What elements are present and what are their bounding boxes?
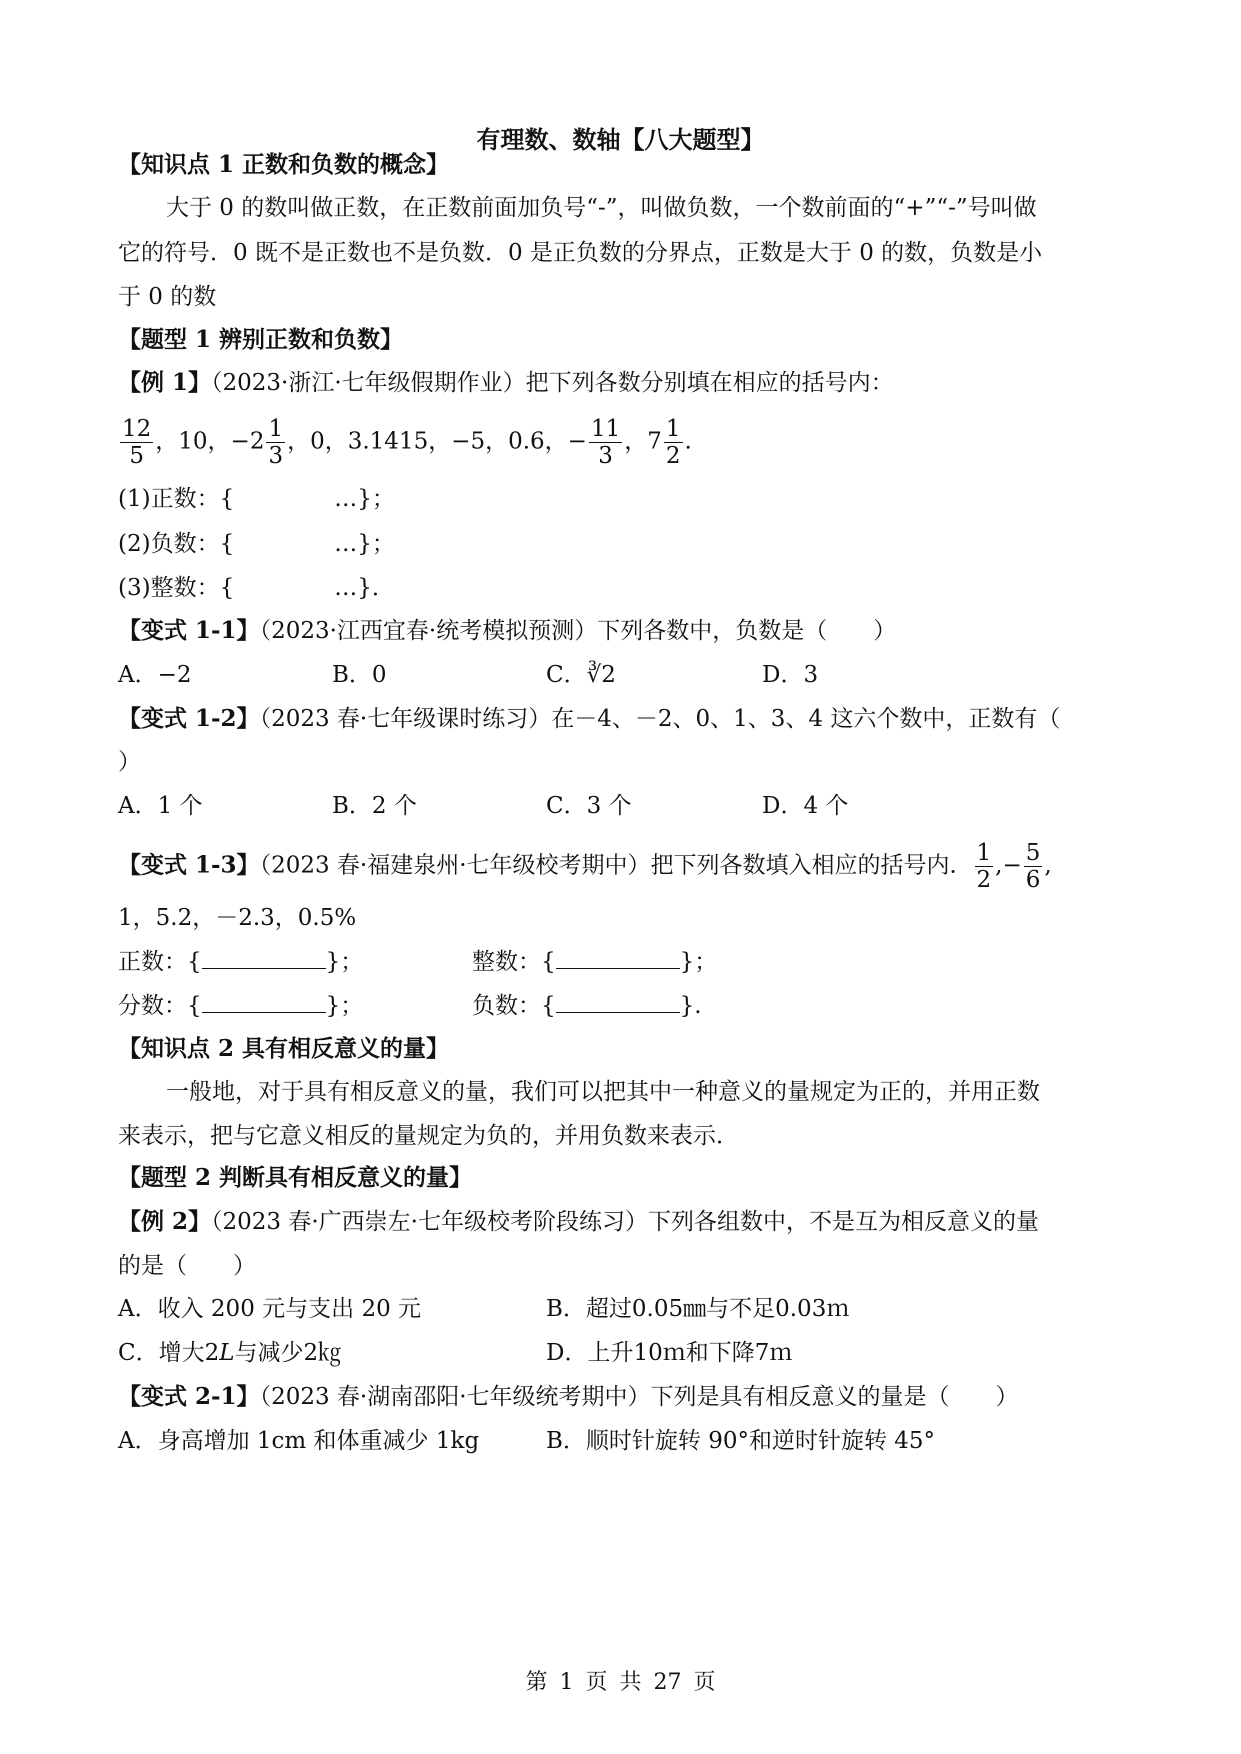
variant-1-2-option-a: A．1 个 <box>118 793 203 819</box>
variant-1-3-prompt <box>118 840 1052 893</box>
current-page-number: 1 <box>559 1670 574 1695</box>
variant-1-1-prompt <box>118 616 896 646</box>
variant-1-2-prompt <box>118 704 1060 734</box>
page-title: 有理数、数轴【八大题型】 <box>476 125 765 154</box>
total-pages: 27 <box>653 1670 682 1695</box>
number-list-segment: ，0，3.1415，−5，0.6，− <box>287 428 587 455</box>
knowledge-point-1-heading: 【知识点 1 正数和负数的概念】 <box>118 151 450 178</box>
variant-1-1-option-c: C．∛2 <box>546 662 616 688</box>
example-1-part-2 <box>118 529 395 559</box>
part-3-label: (3)整数：{ <box>118 575 235 601</box>
footer-text: 页 <box>585 1670 608 1695</box>
footer-text: 第 <box>525 1670 548 1695</box>
number-list-segment: . <box>684 428 692 455</box>
fraction-12-5: $\frac{12}{5}$ <box>122 416 152 469</box>
k1-paragraph-line-3: 于 0 的数 <box>118 284 217 310</box>
fractions-blank: 分数：{ }； <box>118 990 363 1021</box>
footer-text: 页 <box>693 1670 716 1695</box>
fraction-1-2: $\frac{1}{2}$ <box>665 416 681 469</box>
variant-1-3-text: （2023 春·福建泉州·七年级校考期中）把下列各数填入相应的括号内． <box>259 852 973 879</box>
fill-in-blank[interactable] <box>202 946 326 969</box>
example-2-prompt-continued: 的是（ ） <box>118 1253 256 1279</box>
part-2-label: (2)负数：{ <box>118 531 235 557</box>
fill-in-blank[interactable] <box>202 990 326 1013</box>
example-1-part-3 <box>118 573 395 603</box>
example-2-option-b: B．超过0.05㎜与不足0.03ｍ <box>546 1296 850 1322</box>
knowledge-point-2-heading: 【知识点 2 具有相反意义的量】 <box>118 1035 450 1062</box>
example-2-option-c: C．增大2𝐿与减少2㎏ <box>118 1340 342 1366</box>
k2-paragraph-line-2: 来表示，把与它意义相反的量规定为负的，并用负数来表示． <box>118 1123 739 1149</box>
part-2-end: …}； <box>334 531 395 557</box>
example-2-label: 【例 2】 <box>118 1208 212 1235</box>
fraction-5-6: $\frac{5}{6}$ <box>1025 840 1041 893</box>
variant-1-2-text: （2023 春·七年级课时练习）在－4、－2、0、1、3、4 这六个数中，正数有（ <box>259 706 1061 732</box>
variant-1-1-label: 【变式 1-1】 <box>118 617 260 644</box>
variant-1-3-label: 【变式 1-3】 <box>118 851 260 879</box>
variant-2-1-text: （2023 春·湖南邵阳·七年级统考期中）下列是具有相反意义的量是（ ） <box>259 1384 1019 1410</box>
example-1-part-1 <box>118 484 395 514</box>
example-1-label: 【例 1】 <box>118 369 212 396</box>
example-1-number-list <box>118 416 692 469</box>
k2-paragraph-line-1: 一般地，对于具有相反意义的量，我们可以把其中一种意义的量规定为正的，并用正数 <box>166 1079 1040 1105</box>
variant-1-1-text: （2023·江西宜春·统考模拟预测）下列各数中，负数是（ ） <box>259 618 897 644</box>
positive-numbers-blank: 正数：{ }； <box>118 946 363 977</box>
fill-in-blank[interactable] <box>556 946 680 969</box>
fraction-11-3: $\frac{11}{3}$ <box>590 416 621 469</box>
variant-1-2-prompt-continued: ） <box>118 749 141 775</box>
variant-2-1-option-a: A．身高增加 1cm 和体重减少 1kg <box>118 1428 480 1454</box>
negative-numbers-blank: 负数：{ }. <box>472 990 702 1021</box>
variant-2-1-label: 【变式 2-1】 <box>118 1383 260 1410</box>
page-footer <box>0 1665 1241 1696</box>
variant-1-1-option-b: B．0 <box>332 662 387 688</box>
part-3-end: …}． <box>334 575 395 601</box>
variant-1-2-label: 【变式 1-2】 <box>118 705 260 732</box>
part-1-end: …}； <box>334 486 395 512</box>
variant-2-1-option-b: B．顺时针旋转 90°和逆时针旋转 45° <box>546 1428 936 1454</box>
example-2-option-d: D．上升10ｍ和下降7ｍ <box>546 1340 793 1366</box>
variant-1-1-option-d: D．3 <box>762 662 819 688</box>
integers-blank: 整数：{ }； <box>472 946 717 977</box>
variant-2-1-prompt <box>118 1382 1019 1412</box>
variant-1-2-option-d: D．4 个 <box>762 793 849 819</box>
example-2-option-a: A．收入 200 元与支出 20 元 <box>118 1296 422 1322</box>
variant-1-2-option-b: B．2 个 <box>332 793 417 819</box>
fill-in-blank[interactable] <box>556 990 680 1013</box>
number-list-segment: ，7 <box>624 428 662 455</box>
number-separator: , <box>1044 852 1052 879</box>
k1-paragraph-line-2: 它的符号．0 既不是正数也不是负数．0 是正负数的分界点，正数是大于 0 的数，负数是小 <box>118 240 1043 266</box>
example-1-text: （2023·浙江·七年级假期作业）把下列各数分别填在相应的括号内： <box>211 370 894 396</box>
example-2-text: （2023 春·广西崇左·七年级校考阶段练习）下列各组数中，不是互为相反意义的量 <box>211 1209 1039 1235</box>
k1-paragraph-line-1: 大于 0 的数叫做正数，在正数前面加负号“-”，叫做负数，一个数前面的“+”“-”号叫做 <box>166 195 1037 221</box>
variant-1-1-option-a: A．−2 <box>118 662 192 688</box>
example-1-prompt <box>118 368 894 398</box>
variant-1-2-option-c: C．3 个 <box>546 793 632 819</box>
variant-1-3-number-list: 1，5.2，－2.3，0.5% <box>118 905 357 931</box>
question-type-1-heading: 【题型 1 辨别正数和负数】 <box>118 326 404 353</box>
part-1-label: (1)正数：{ <box>118 486 235 512</box>
number-list-segment: ，10，−2 <box>155 428 265 455</box>
footer-text: 共 <box>619 1670 642 1695</box>
number-separator: ,− <box>995 852 1022 879</box>
fraction-1-3: $\frac{1}{3}$ <box>268 416 284 469</box>
question-type-2-heading: 【题型 2 判断具有相反意义的量】 <box>118 1164 473 1191</box>
fraction-1-2: $\frac{1}{2}$ <box>976 840 992 893</box>
example-2-prompt <box>118 1207 1039 1237</box>
